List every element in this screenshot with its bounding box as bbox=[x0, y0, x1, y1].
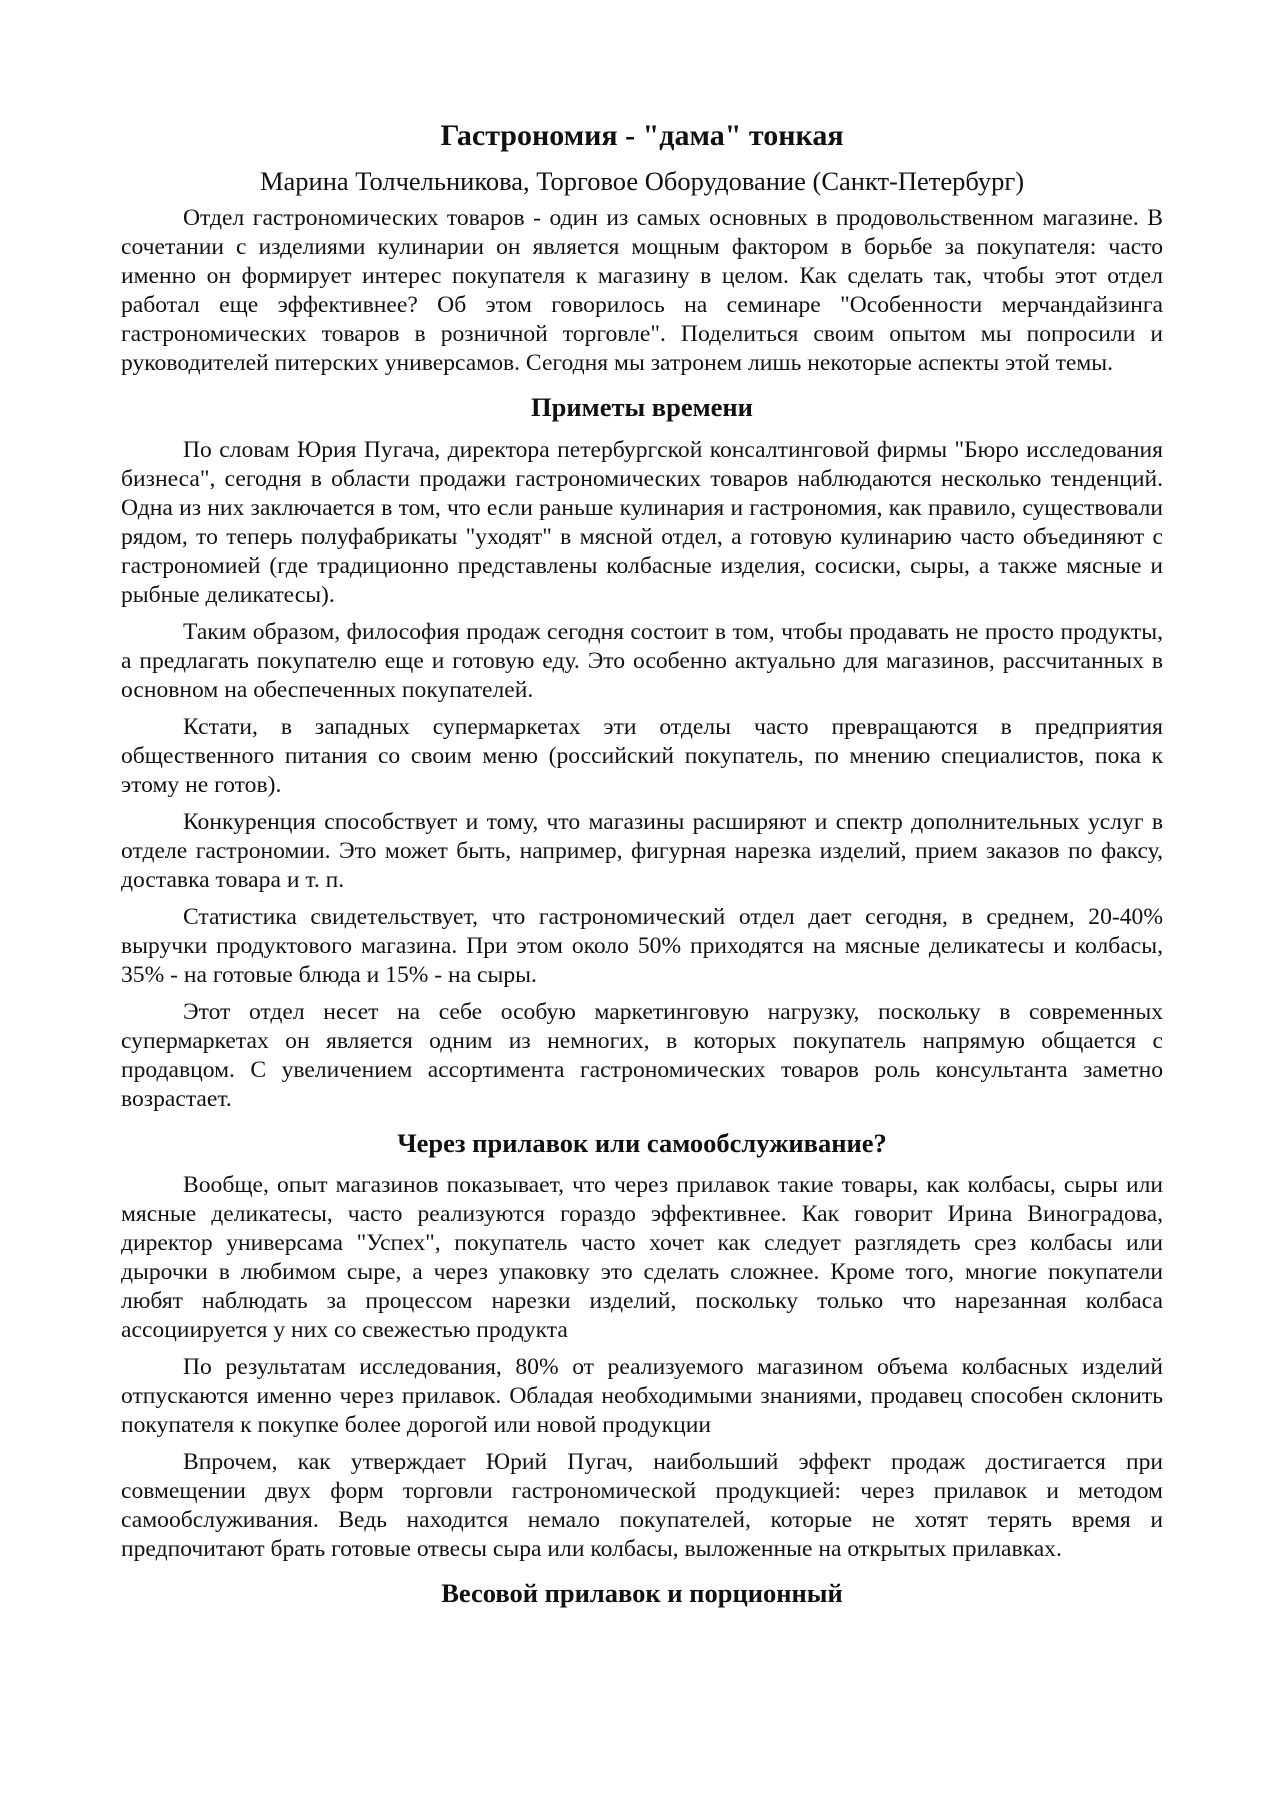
paragraph: Этот отдел несет на себе особую маркетинговую нагрузку, поскольку в современных супермаркетах он является одним из немногих, в которых покупатель напрямую общается с продавцом. С увеличением ассортимента гастрономических товаров роль консультанта заметно возрастает. bbox=[121, 998, 1163, 1112]
paragraph: Впрочем, как утверждает Юрий Пугач, наибольший эффект продаж достигается при совмещении двух форм торговли гастрономической продукцией: через прилавок и методом самообслуживания. Ведь находится немало покупателей, которые не хотят терять время и предпочитают брать готовые отвесы сыра или колбасы, выложенные на открытых прилавках. bbox=[121, 1449, 1163, 1563]
document-title: Гастрономия - "дама" тонкая bbox=[440, 119, 844, 152]
section-heading-counter-or-self-service: Через прилавок или самообслуживание? bbox=[397, 1127, 887, 1158]
author-byline: Марина Толчельникова, Торговое Оборудование (Санкт-Петербург) bbox=[259, 166, 1025, 196]
paragraph: Таким образом, философия продаж сегодня состоит в том, чтобы продавать не просто продукты, а предлагать покупателю еще и готовую еду. Это особенно актуально для магазинов, рассчитанных в основном на обеспеченных покупателей. bbox=[121, 618, 1163, 703]
paragraph: Вообще, опыт магазинов показывает, что через прилавок такие товары, как колбасы, сыры или мясные деликатесы, часто реализуются гораздо эффективнее. Как говорит Ирина Виноградова, директор универсама "Успех", покупатель часто хочет как следует разглядеть срез колбасы или дырочки в любимом сыре, а через упаковку это сделать сложнее. Кроме того, многие покупатели любят наблюдать за процессом нарезки изделий, поскольку только что нарезанная колбаса ассоциируется у них со свежестью продукта bbox=[121, 1172, 1163, 1344]
paragraph: По словам Юрия Пугача, директора петербургской консалтинговой фирмы "Бюро исследования бизнеса", сегодня в области продажи гастрономических товаров наблюдаются несколько тенденций. Одна из них заключается в том, что если раньше кулинария и гастрономия, как правило, существовали рядом, то теперь полуфабрикаты "уходят" в мясной отдел, а готовую кулинарию часто объединяют с гастрономией (где традиционно представлены колбасные изделия, сосиски, сыры, а также мясные и рыбные деликатесы). bbox=[121, 436, 1163, 608]
paragraph: Кстати, в западных супермаркетах эти отделы часто превращаются в предприятия общественного питания со своим меню (российский покупатель, по мнению специалистов, пока к этому не готов). bbox=[121, 713, 1163, 798]
paragraph: Конкуренция способствует и тому, что магазины расширяют и спектр дополнительных услуг в отделе гастрономии. Это может быть, например, фигурная нарезка изделий, прием заказов по факсу, доставка товара и т. п. bbox=[121, 808, 1163, 893]
section-heading-signs-of-time: Приметы времени bbox=[531, 391, 753, 422]
paragraph: Статистика свидетельствует, что гастрономический отдел дает сегодня, в среднем, 20-40% выручки продуктового магазина. При этом около 50% приходятся на мясные деликатесы и колбасы, 35% - на готовые блюда и 15% - на сыры. bbox=[121, 903, 1163, 988]
paragraph: По результатам исследования, 80% от реализуемого магазином объема колбасных изделий отпускаются именно через прилавок. Обладая необходимыми знаниями, продавец способен склонить покупателя к покупке более дорогой или новой продукции bbox=[121, 1354, 1163, 1439]
document-page bbox=[121, 118, 1163, 1622]
section-heading-weight-counter: Весовой прилавок и порционный bbox=[441, 1578, 843, 1609]
intro-paragraph: Отдел гастрономических товаров - один из самых основных в продовольственном магазине. В сочетании с изделиями кулинарии он является мощным фактором в борьбе за покупателя: часто именно он формирует интерес покупателя к магазину в целом. Как сделать так, чтобы этот отдел работал еще эффективнее? Об этом говорилось на семинаре "Особенности мерчандайзинга гастрономических товаров в розничной торговле". Поделиться своим опытом мы попросили и руководителей питерских универсамов. Сегодня мы затронем лишь некоторые аспекты этой темы. bbox=[121, 204, 1163, 376]
